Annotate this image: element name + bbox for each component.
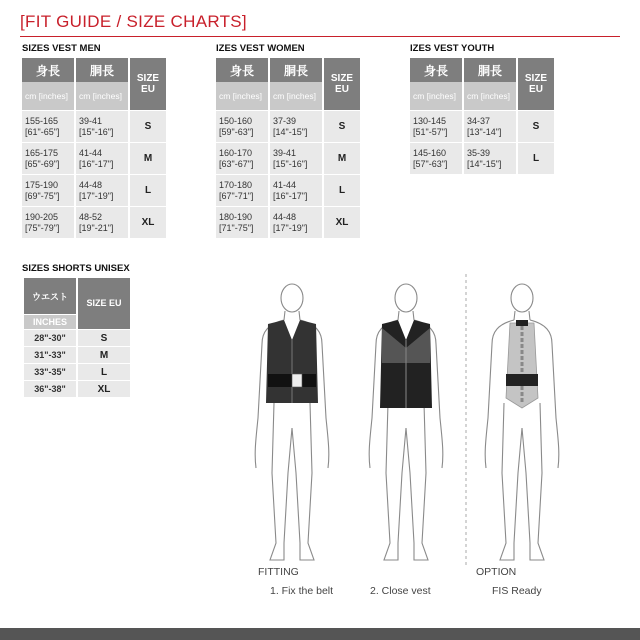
- height-in: [59"-63"]: [219, 126, 254, 137]
- size-cell: XL: [78, 381, 130, 397]
- height-cm: 155-165: [25, 115, 59, 126]
- chest-cm: 39-41: [273, 147, 297, 158]
- size-cell: L: [130, 174, 166, 206]
- men-size-header: SIZE EU: [130, 58, 166, 110]
- figure-3-back-protector: [506, 320, 538, 408]
- table-row: [410, 110, 554, 142]
- chest-cm: 44-48: [79, 179, 103, 190]
- height-cm: 165-175: [25, 147, 59, 158]
- table-row: [22, 174, 166, 206]
- size-cell: S: [324, 110, 360, 142]
- height-in: [65"-69"]: [25, 158, 60, 169]
- women-chest-header: 胴長: [270, 58, 322, 82]
- height-in: [51"-57"]: [413, 126, 448, 137]
- shorts-waist-header: ウエスト: [24, 278, 76, 314]
- women-size-table: [214, 58, 362, 238]
- table-row: [216, 142, 360, 174]
- chest-in: [15"-16"]: [273, 158, 308, 169]
- figure-2-vest: [380, 320, 432, 408]
- chest-cm: 48-52: [79, 211, 103, 222]
- step-1-label: 1. Fix the belt: [270, 585, 334, 597]
- size-cell: M: [130, 142, 166, 174]
- table-row: [410, 142, 554, 174]
- shorts-heading: SIZES SHORTS UNISEX: [22, 263, 130, 274]
- chest-cm: 41-44: [273, 179, 297, 190]
- men-chest-header: 胴長: [76, 58, 128, 82]
- figure-1-fix-belt: [255, 284, 329, 560]
- men-height-header: 身長: [22, 58, 74, 82]
- table-row: [22, 110, 166, 142]
- fis-ready-label: FIS Ready: [492, 585, 542, 597]
- men-unit-2: cm [inches]: [76, 82, 128, 110]
- table-row: [24, 330, 130, 346]
- height-cm: 130-145: [413, 115, 447, 126]
- chest-in: [16"-17"]: [273, 190, 308, 201]
- size-cell: L: [324, 174, 360, 206]
- size-cell: M: [78, 347, 130, 363]
- step-2-label: 2. Close vest: [370, 585, 431, 597]
- chest-in: [17"-19"]: [273, 222, 308, 233]
- table-row: [216, 110, 360, 142]
- women-unit-1: cm [inches]: [216, 82, 268, 110]
- women-size-header: SIZE EU: [324, 58, 360, 110]
- height-in: [61"-65"]: [25, 126, 60, 137]
- women-heading: IZES VEST WOMEN: [216, 43, 305, 54]
- size-cell: S: [518, 110, 554, 142]
- chest-in: [14"-15"]: [273, 126, 308, 137]
- height-cm: 175-190: [25, 179, 59, 190]
- table-row: [22, 206, 166, 238]
- waist-cell: 28"-30": [24, 330, 76, 346]
- shorts-size-header: SIZE EU: [78, 278, 130, 329]
- waist-cell: 36"-38": [24, 381, 76, 397]
- table-row: [24, 364, 130, 380]
- option-label: OPTION: [476, 566, 517, 578]
- chest-cm: 34-37: [467, 115, 491, 126]
- size-cell: S: [78, 330, 130, 346]
- table-row: [22, 142, 166, 174]
- height-in: [63"-67"]: [219, 158, 254, 169]
- table-row: [216, 174, 360, 206]
- chest-cm: 41-44: [79, 147, 103, 158]
- size-cell: M: [324, 142, 360, 174]
- women-unit-2: cm [inches]: [270, 82, 322, 110]
- size-cell: L: [78, 364, 130, 380]
- figure-2-close-vest: [369, 284, 443, 560]
- height-cm: 150-160: [219, 115, 253, 126]
- footer-bar: [0, 628, 640, 640]
- chest-cm: 35-39: [467, 147, 491, 158]
- youth-unit-1: cm [inches]: [410, 82, 462, 110]
- height-cm: 160-170: [219, 147, 253, 158]
- men-unit-1: cm [inches]: [22, 82, 74, 110]
- chest-in: [15"-16"]: [79, 126, 114, 137]
- size-cell: L: [518, 142, 554, 174]
- height-in: [71"-75"]: [219, 222, 254, 233]
- table-row: [216, 206, 360, 238]
- chest-in: [16"-17"]: [79, 158, 114, 169]
- height-in: [69"-75"]: [25, 190, 60, 201]
- chest-cm: 44-48: [273, 211, 297, 222]
- height-cm: 170-180: [219, 179, 253, 190]
- size-cell: XL: [130, 206, 166, 238]
- chest-in: [13"-14"]: [467, 126, 502, 137]
- figure-1-vest: [266, 320, 318, 403]
- youth-heading: IZES VEST YOUTH: [410, 43, 495, 54]
- men-size-table: [20, 58, 168, 238]
- youth-chest-header: 胴長: [464, 58, 516, 82]
- height-cm: 190-205: [25, 211, 59, 222]
- height-in: [67"-71"]: [219, 190, 254, 201]
- waist-cell: 31"-33": [24, 347, 76, 363]
- chest-in: [14"-15"]: [467, 158, 502, 169]
- size-cell: S: [130, 110, 166, 142]
- fit-guide-illustration: [240, 268, 570, 568]
- women-height-header: 身長: [216, 58, 268, 82]
- chest-cm: 39-41: [79, 115, 103, 126]
- chest-in: [19"-21"]: [79, 222, 114, 233]
- youth-size-header: SIZE EU: [518, 58, 554, 110]
- chest-cm: 37-39: [273, 115, 297, 126]
- chest-in: [17"-19"]: [79, 190, 114, 201]
- shorts-size-table: [22, 277, 132, 398]
- youth-size-table: [408, 58, 556, 174]
- height-in: [57"-63"]: [413, 158, 448, 169]
- waist-cell: 33"-35": [24, 364, 76, 380]
- page-title: [FIT GUIDE / SIZE CHARTS]: [20, 12, 247, 31]
- table-row: [24, 381, 130, 397]
- height-cm: 180-190: [219, 211, 253, 222]
- men-heading: SIZES VEST MEN: [22, 43, 101, 54]
- table-row: [24, 347, 130, 363]
- size-cell: XL: [324, 206, 360, 238]
- height-cm: 145-160: [413, 147, 447, 158]
- fitting-label: FITTING: [258, 566, 299, 578]
- youth-height-header: 身長: [410, 58, 462, 82]
- youth-unit-2: cm [inches]: [464, 82, 516, 110]
- height-in: [75"-79"]: [25, 222, 60, 233]
- shorts-unit: INCHES: [24, 315, 76, 329]
- title-divider: [20, 36, 620, 37]
